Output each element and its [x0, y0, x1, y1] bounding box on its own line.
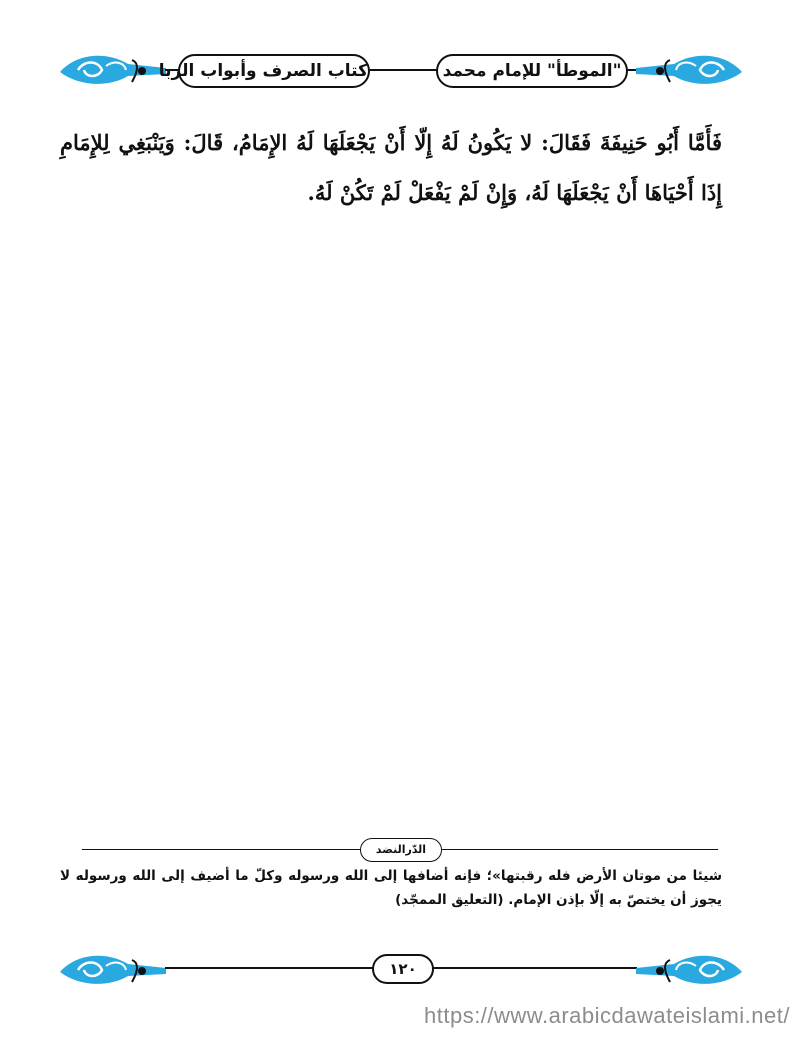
left-wave-ornament-icon: [58, 50, 168, 90]
page-number: ١٢٠: [372, 954, 434, 984]
book-title: "الموطأ" للإمام محمد: [436, 54, 628, 88]
footnote-text: شيئا من موتان الأرض فله رقبتها»؛ فإنه أضافها إلى الله ورسوله وكلّ ما أضيف إلى الله ورسوله لا يجوز أن يختصّ به إلّا بإذن الإمام. (التعليق الممجّد): [60, 868, 722, 908]
right-wave-ornament-icon: [634, 50, 744, 90]
main-paragraph: فَأَمَّا أَبُو حَنِيفَةَ فَقَالَ: لا يَكُونُ لَهُ إِلّا أَنْ يَجْعَلَهَا لَهُ الإِمَامُ، قَالَ: وَيَنْبَغِي لِلإِمَامِ إِذَا أَحْيَاهَا أَنْ يَجْعَلَهَا لَهُ، وَإِنْ لَمْ يَفْعَلْ لَمْ تَكُنْ لَهُ.: [60, 130, 722, 205]
chapter-title: كتاب الصرف وأبواب الربا: [178, 54, 370, 88]
footer-left-wave-ornament-icon: [58, 950, 168, 990]
watermark-url: https://www.arabicdawateislami.net/: [424, 1003, 790, 1028]
footer-right-wave-ornament-icon: [634, 950, 744, 990]
page-header: [0, 40, 802, 110]
footnote-label: الدّرالنضد: [360, 838, 442, 862]
